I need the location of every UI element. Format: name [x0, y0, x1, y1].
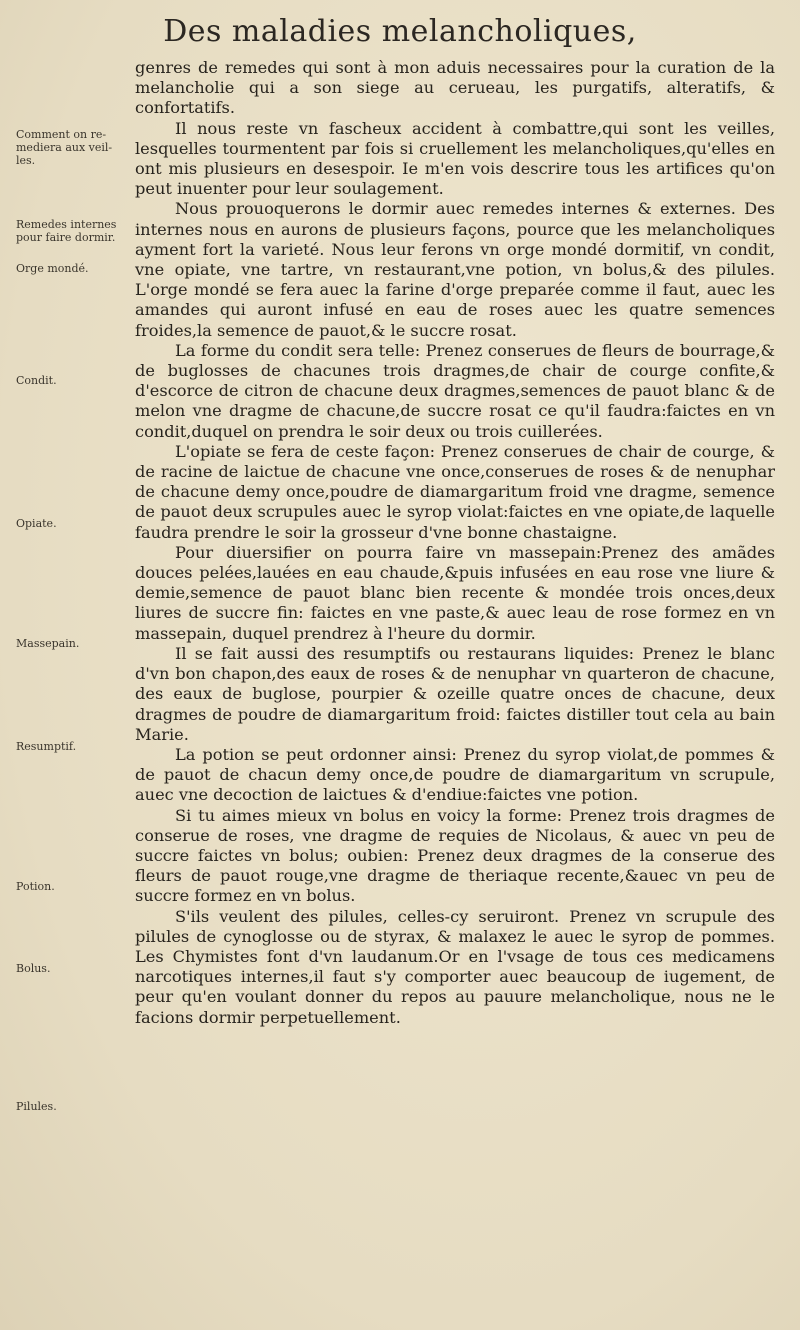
- paragraph-text: La forme du condit sera telle: Prenez conserues de fleurs de bourrage,& de buglosses de chacunes trois dragmes,de chair de courge confite,& d'escorce de citron de chacune deux dragmes,semences de pauot blanc & de melon vne dragme de chacune,de succre rosat ce qu'il faudra:faictes en vn condit,duquel on prendra le soir deux ou trois cuillerées.: [135, 340, 775, 441]
- margin-note-opiate: Opiate.: [16, 517, 57, 530]
- paragraph-text: S'ils veulent des pilules, celles-cy seruiront. Prenez vn scrupule des pilules de cynoglosse ou de styrax, & malaxez le auec le syrop de pommes. Les Chymistes font d'vn laudanum.Or en l'vsage de tous ces medicamens narcotiques internes,il faut s'y comporter auec beaucoup de iugement, de peur qu'en voulant donner du repos au pauure melancholique, nous ne le facions dormir perpetuellement.: [135, 906, 775, 1027]
- margin-note-condit: Condit.: [16, 374, 57, 387]
- paragraph-text: Il nous reste vn fascheux accident à combattre,qui sont les veilles, lesquelles tourmentent par fois si cruellement les melancholiques,qu'elles en ont mis plusieurs en desespoir. Ie m'en vois descrire tous les artifices qu'on peut inuenter pour leur soulagement.: [135, 118, 775, 199]
- margin-note-bolus: Bolus.: [16, 962, 51, 975]
- paragraph-text: L'opiate se fera de ceste façon: Prenez conserues de chair de courge, & de racine de laictue de chacune vne once,conserues de roses & de nenuphar de chacune demy once,poudre de diamargaritum froid vne dragme, semence de pauot deux scrupules auec le syrop violat:faictes en vne opiate,de laquelle faudra prendre le soir la grosseur d'vne bonne chastaigne.: [135, 441, 775, 542]
- paragraph-text: La potion se peut ordonner ainsi: Prenez du syrop violat,de pommes & de pauot de chacun demy once,de poudre de diamargaritum vn scrupule, auec vne decoction de laictues & d'endiue:faictes vne potion.: [135, 744, 775, 805]
- paragraph-bolus: [135, 806, 775, 907]
- paragraph-condit: [135, 341, 775, 442]
- paragraph-text: Nous prouoquerons le dormir auec remedes internes & externes. Des internes nous en aurons de plusieurs façons, pource que les melancholiques ayment fort la varieté. Nous leur ferons vn orge mondé dormitif, vn condit, vne opiate, vne tartre, vn restaurant,vne potion, vn bolus,& des pilules. L'orge mondé se fera auec la farine d'orge preparée comme il faut, auec les amandes qui auront infusé en eau de roses auec les quatre semences froides,la semence de pauot,& le succre rosat.: [135, 199, 775, 340]
- paragraph-potion: [135, 745, 775, 806]
- paragraph-text: genres de remedes qui sont à mon aduis necessaires pour la curation de la melancholie qui a son siege au cerueau, les purgatifs, alteratifs, & confortatifs.: [135, 58, 775, 118]
- margin-note-orge: Orge mondé.: [16, 262, 89, 275]
- margin-note-resumptif: Resumptif.: [16, 740, 77, 753]
- paragraph-text: Si tu aimes mieux vn bolus en voicy la forme: Prenez trois dragmes de conserue de roses, vne dragme de requies de Nicolaus, & auec vn peu de succre faictes vn bolus; oubien: Prenez deux dragmes de la conserue des fleurs de pauot rouge,vne dragme de theriaque recente,&auec vn peu de succre formez en vn bolus.: [135, 805, 775, 906]
- running-header: Des maladies melancholiques,: [163, 14, 637, 49]
- paragraph-massepain: [135, 543, 775, 644]
- paragraph-text: Il se fait aussi des resumptifs ou restaurans liquides: Prenez le blanc d'vn bon chapon,des eaux de roses & de nenuphar vn quarteron de chacune, des eaux de buglose, pourpier & ozeille quatre onces de chacune, deux dragmes de poudre de diamargaritum froid: faictes distiller tout cela au bain Marie.: [135, 643, 775, 744]
- margin-note-massepain: Massepain.: [16, 637, 80, 650]
- paragraph-veilles: [135, 119, 775, 200]
- margin-note-remedes: Remedes internes pour faire dormir.: [16, 218, 117, 244]
- margin-note-veilles: Comment on re-mediera aux veil-les.: [16, 128, 113, 167]
- paragraph-resumptif: [135, 644, 775, 745]
- margin-note-pilules: Pilules.: [16, 1100, 57, 1113]
- body-text: [135, 58, 775, 1028]
- paragraph-intro: [135, 58, 775, 119]
- paragraph-text: Pour diuersifier on pourra faire vn massepain:Prenez des amãdes douces pelées,lauées en eau chaude,&puis infusées en eau rose vne liure & demie,semence de pauot blanc bien recente & mondée trois onces,deux liures de succre fin: faictes en vne paste,& auec leau de rose formez en vn massepain, duquel prendrez à l'heure du dormir.: [135, 542, 775, 643]
- page-bottom-margin: [200, 1285, 700, 1286]
- margin-note-potion: Potion.: [16, 880, 55, 893]
- paragraph-opiate: [135, 442, 775, 543]
- paragraph-pilules: [135, 907, 775, 1028]
- paragraph-remedes: [135, 199, 775, 340]
